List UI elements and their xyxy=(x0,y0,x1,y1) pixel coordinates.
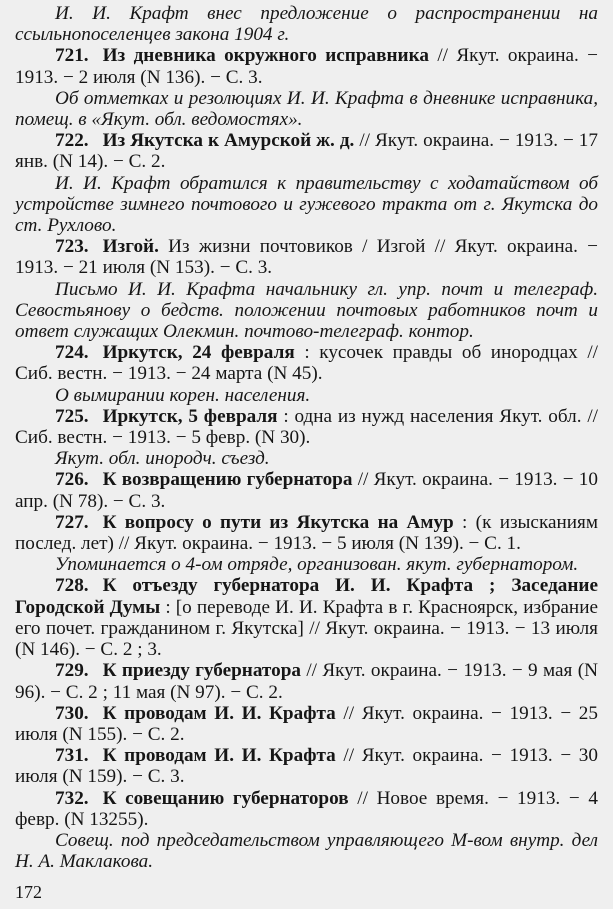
bibliography-entry xyxy=(15,342,598,384)
bibliography-entry xyxy=(15,469,598,511)
entry-number: 729. xyxy=(55,660,89,682)
entry-citation: Из жизни почтовиков / Изгой // Якут. окраина. − 1913. − 21 июля (N 153). − С. 3. xyxy=(15,236,598,279)
entry-title: Из дневника окружного исправника xyxy=(102,45,429,67)
entry-citation: : (к изысканиям послед. лет) // Якут. окраина. − 1913. − 5 июля (N 139). − С. 1. xyxy=(15,511,598,555)
entry-citation: // Якут. окраина. − 1913. − 30 июля (N 159). − С. 3. xyxy=(15,745,598,788)
entry-number: 723. xyxy=(55,236,89,258)
bibliography-entry xyxy=(15,703,598,745)
entry-citation: // Якут. окраина. − 1913. − 9 мая (N 96). − С. 2 ; 11 мая (N 97). − С. 2. xyxy=(15,660,598,703)
entry-number: 724. xyxy=(55,342,89,364)
bibliography-entry xyxy=(15,745,598,787)
entry-citation: : [о переводе И. И. Крафта в г. Красноярск, избрание его почет. гражданином г. Якутска] // Якут. окраина. − 1913. − 13 июля (N 146). − С. 2 ; 3. xyxy=(15,596,598,661)
entry-citation: // Якут. окраина. − 1913. − 17 янв. (N 14). − С. 2. xyxy=(15,130,598,173)
entry-number: 728. xyxy=(55,575,89,597)
entry-annotation: Письмо И. И. Крафта начальнику гл. упр. почт и телеграф. Севостьянову о бедств. положении почтовых работников почт и ответ служащих Олекмин. почтово-телеграф. контор. xyxy=(15,278,598,343)
entry-citation: : кусочек правды об инородцах // Сиб. вестн. − 1913. − 24 марта (N 45). xyxy=(15,342,598,385)
entry-title: Иркутск, 24 февраля xyxy=(102,342,295,364)
entry-annotation: Якут. обл. инородч. съезд. xyxy=(55,448,270,470)
entry-citation: : одна из нужд населения Якут. обл. // Сиб. вестн. − 1913. − 5 февр. (N 30). xyxy=(15,405,598,449)
entry-number: 725. xyxy=(55,405,89,427)
entry-annotation: Упоминается о 4-ом отряде, организован. якут. губернатором. xyxy=(55,554,579,576)
bibliography-entry xyxy=(15,130,598,172)
bibliography-entry xyxy=(15,512,598,554)
page-number: 172 xyxy=(15,882,42,903)
entry-number: 726. xyxy=(55,469,89,491)
entry-number: 727. xyxy=(55,511,89,533)
entry-citation: // Якут. окраина. − 1913. − 25 июля (N 155). − С. 2. xyxy=(15,702,598,745)
bibliography-entries xyxy=(15,45,598,872)
annotation: И. И. Крафт внес предложение о распространении на ссыльнопоселенцев закона 1904 г. xyxy=(15,3,598,46)
entry-number: 731. xyxy=(55,745,89,767)
bibliography-entry xyxy=(15,788,598,830)
entry-annotation: О вымирании корен. населения. xyxy=(55,384,311,406)
entry-number: 722. xyxy=(55,130,89,152)
entry-number: 730. xyxy=(55,702,89,724)
entry-title: К проводам И. И. Крафта xyxy=(102,702,336,724)
entry-number: 732. xyxy=(55,787,89,809)
entry-title: К приезду губернатора xyxy=(102,660,301,682)
entry-title: Из Якутска к Амурской ж. д. xyxy=(102,130,355,152)
bibliography-entry xyxy=(15,575,598,660)
entry-title: К совещанию губернаторов xyxy=(102,787,349,809)
entry-citation: // Новое время. − 1913. − 4 февр. (N 13255). xyxy=(15,787,598,830)
entry-title: К возвращению губернатора xyxy=(102,469,353,491)
entry-annotation: Об отметках и резолюциях И. И. Крафта в дневнике исправника, помещ. в «Якут. обл. ведомостях». xyxy=(15,87,598,131)
entry-citation: // Якут. окраина. − 1913. − 10 апр. (N 78). − С. 3. xyxy=(15,469,598,512)
entry-annotation: Совещ. под председательством управляющего М-вом внутр. дел Н. А. Маклакова. xyxy=(15,829,598,873)
entry-title: К проводам И. И. Крафта xyxy=(102,745,336,767)
entry-citation: // Якут. окраина. − 1913. − 2 июля (N 136). − С. 3. xyxy=(15,45,598,88)
bibliography-entry xyxy=(15,406,598,448)
entry-title: Иркутск, 5 февраля xyxy=(102,405,278,427)
entry-title: Изгой. xyxy=(102,236,159,258)
entry-title: К вопросу о пути из Якутска на Амур xyxy=(102,511,454,533)
bibliography-entry xyxy=(15,236,598,278)
bibliography-entry xyxy=(15,660,598,702)
entry-annotation: И. И. Крафт обратился к правительству с ходатайством об устройстве зимнего почтового и гужевого тракта от г. Якутска до ст. Рухлово. xyxy=(15,172,598,237)
entry-number: 721. xyxy=(55,45,89,67)
entry-title: К отъезду губернатора И. И. Крафта ; Заседание Городской Думы xyxy=(15,575,598,618)
bibliography-entry xyxy=(15,45,598,87)
